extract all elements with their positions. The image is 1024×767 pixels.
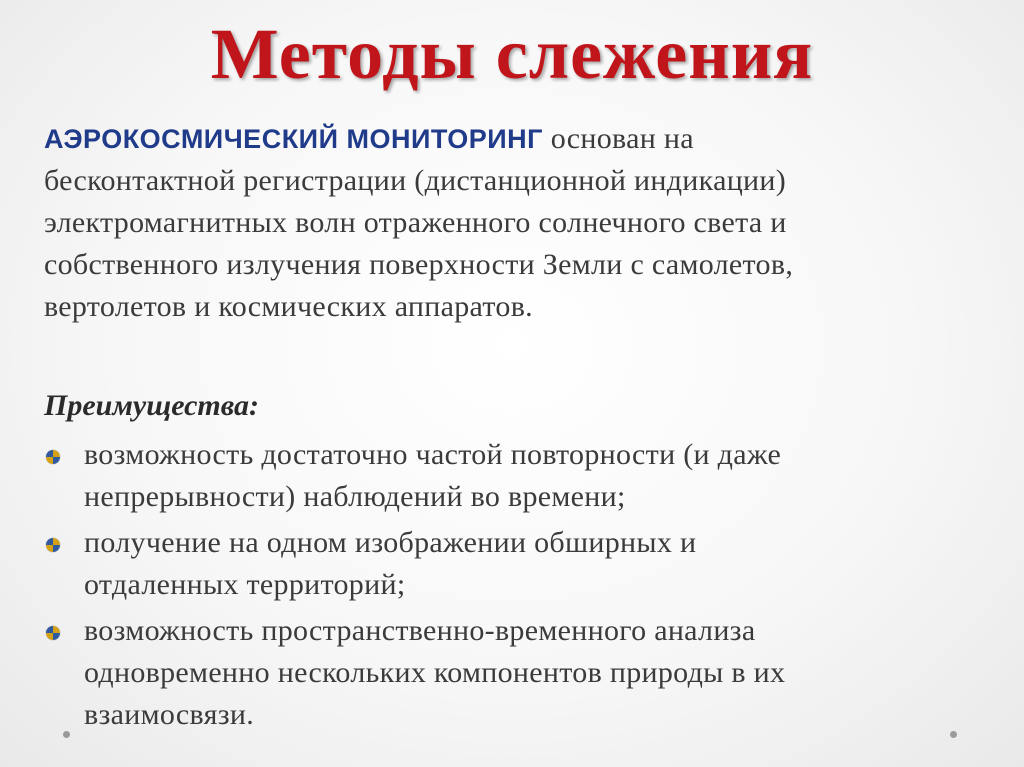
list-item-line: непрерывности) наблюдений во времени; (84, 480, 626, 513)
slide-title: Методы слежения (210, 14, 814, 94)
list-item-line: получение на одном изображении обширных и (84, 526, 697, 559)
quartered-circle-bullet-icon (46, 626, 60, 640)
advantages-list (44, 434, 984, 740)
list-item-line: возможность достаточно частой повторности (и даже (84, 438, 782, 471)
intro-line: бесконтактной регистрации (дистанционной индикации) (44, 164, 787, 197)
list-item-line: взаимосвязи. (84, 698, 255, 731)
intro-paragraph (44, 118, 1004, 328)
list-item (44, 522, 984, 606)
quartered-circle-bullet-icon (46, 538, 60, 552)
intro-line: вертолетов и космических аппаратов. (44, 290, 533, 323)
list-item-line: отдаленных территорий; (84, 568, 406, 601)
corner-dot-icon (950, 731, 957, 738)
intro-line: собственного излучения поверхности Земли с самолетов, (44, 248, 794, 281)
advantages-heading: Преимущества: (44, 389, 259, 422)
intro-line: электромагнитных волн отраженного солнечного света и (44, 206, 787, 239)
list-item (44, 610, 984, 736)
list-item-line: одновременно нескольких компонентов природы в их (84, 656, 786, 689)
list-item (44, 434, 984, 518)
intro-term: АЭРОКОСМИЧЕСКИЙ МОНИТОРИНГ (44, 124, 543, 154)
quartered-circle-bullet-icon (46, 450, 60, 464)
list-item-line: возможность пространственно-временного анализа (84, 614, 756, 647)
intro-line: основан на (542, 122, 694, 155)
corner-dot-icon (63, 731, 70, 738)
